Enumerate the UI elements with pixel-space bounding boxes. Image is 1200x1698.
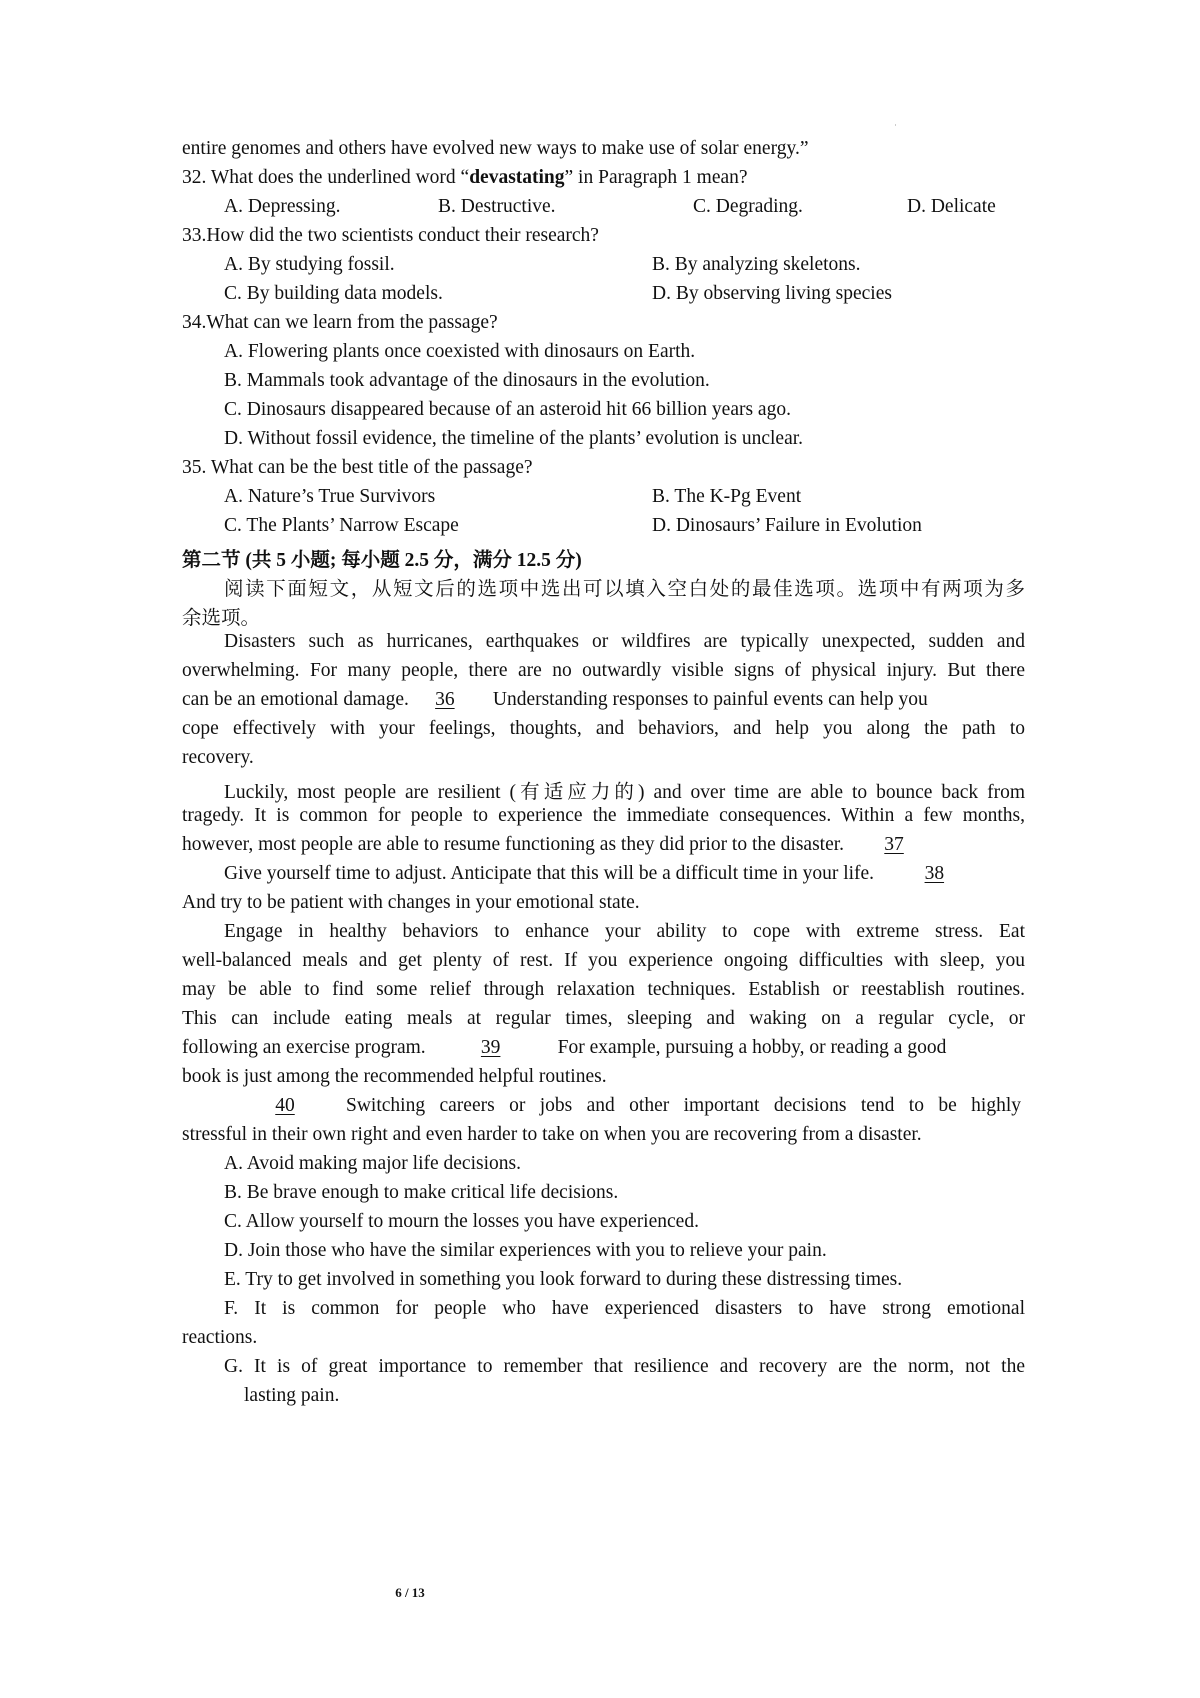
- question-32-option-a[interactable]: A. Depressing.: [224, 196, 341, 217]
- question-32-stem-pre: 32. What does the underlined word “: [182, 167, 470, 188]
- choice-f-cont: reactions.: [182, 1327, 258, 1348]
- question-34-option-c[interactable]: C. Dinosaurs disappeared because of an asteroid hit 66 billion years ago.: [224, 399, 791, 420]
- passage-p4-line: well-balanced meals and get plenty of rest. If you experience ongoing difficulties with sleep, you: [182, 950, 1025, 971]
- question-32-stem-post: ” in Paragraph 1 mean?: [564, 167, 748, 188]
- question-32-option-c[interactable]: C. Degrading.: [693, 196, 803, 217]
- choice-e[interactable]: E. Try to get involved in something you look forward to during these distressing times.: [224, 1269, 903, 1290]
- passage-p1-line: [182, 689, 928, 711]
- passage-text: Give yourself time to adjust. Anticipate that this will be a difficult time in your life.: [224, 863, 875, 884]
- question-35-option-a[interactable]: A. Nature’s True Survivors: [224, 486, 436, 507]
- passage-p1-line: cope effectively with your feelings, thoughts, and behaviors, and help you along the path to: [182, 718, 1025, 739]
- passage-p2-line: [182, 834, 944, 856]
- question-32-stem: [182, 167, 748, 189]
- passage-p4-line: This can include eating meals at regular times, sleeping and waking on a regular cycle, or: [182, 1008, 1025, 1029]
- passage-p4-line: Engage in healthy behaviors to enhance your ability to cope with extreme stress. Eat: [224, 921, 1025, 942]
- blank-36[interactable]: 36: [435, 689, 455, 710]
- passage-p5-line: [224, 1095, 1021, 1117]
- passage-p4-line: may be able to find some relief through relaxation techniques. Establish or reestablish routines.: [182, 979, 1025, 1000]
- blank-40[interactable]: 40: [275, 1095, 295, 1116]
- choice-f[interactable]: F. It is common for people who have experienced disasters to have strong emotional: [224, 1298, 1025, 1319]
- passage-text: following an exercise program.: [182, 1037, 426, 1058]
- question-34-option-a[interactable]: A. Flowering plants once coexisted with dinosaurs on Earth.: [224, 341, 696, 362]
- blank-39[interactable]: 39: [480, 1037, 501, 1058]
- passage-p5-line: stressful in their own right and even harder to take on when you are recovering from a disaster.: [182, 1124, 922, 1145]
- section-instruction-cont: 余选项。: [182, 608, 261, 629]
- choice-d[interactable]: D. Join those who have the similar experiences with you to relieve your pain.: [224, 1240, 827, 1261]
- question-35-option-b[interactable]: B. The K-Pg Event: [652, 486, 802, 507]
- choice-b[interactable]: B. Be brave enough to make critical life decisions.: [224, 1182, 619, 1203]
- question-33-option-c[interactable]: C. By building data models.: [224, 283, 443, 304]
- question-34-stem: 34.What can we learn from the passage?: [182, 312, 498, 333]
- question-35-option-d[interactable]: D. Dinosaurs’ Failure in Evolution: [652, 515, 922, 536]
- passage-p1-line: Disasters such as hurricanes, earthquakes or wildfires are typically unexpected, sudden and: [224, 631, 1025, 652]
- blank-38[interactable]: 38: [924, 863, 945, 884]
- passage-p4-line: book is just among the recommended helpful routines.: [182, 1066, 607, 1087]
- question-35-stem: 35. What can be the best title of the passage?: [182, 457, 533, 478]
- passage-p1-line: recovery.: [182, 747, 254, 768]
- question-33-option-b[interactable]: B. By analyzing skeletons.: [652, 254, 861, 275]
- question-33-option-d[interactable]: D. By observing living species: [652, 283, 892, 304]
- choice-a[interactable]: A. Avoid making major life decisions.: [224, 1153, 521, 1174]
- page-number: 6 / 13: [395, 1585, 425, 1600]
- section-heading: 第二节 (共 5 小题; 每小题 2.5 分，满分 12.5 分): [182, 550, 582, 571]
- choice-g-cont: lasting pain.: [244, 1385, 340, 1406]
- passage-p3-line: [224, 863, 944, 885]
- passage-text: Understanding responses to painful events can help you: [492, 689, 928, 710]
- question-32-option-d[interactable]: D. Delicate: [907, 196, 996, 217]
- question-32-option-b[interactable]: B. Destructive.: [438, 196, 556, 217]
- passage-end-line: entire genomes and others have evolved new ways to make use of solar energy.”: [182, 138, 809, 159]
- passage-p4-line: [182, 1037, 946, 1059]
- section-instruction: 阅读下面短文，从短文后的选项中选出可以填入空白处的最佳选项。选项中有两项为多: [224, 579, 1025, 600]
- question-33-stem: 33.How did the two scientists conduct their research?: [182, 225, 599, 246]
- question-33-option-a[interactable]: A. By studying fossil.: [224, 254, 395, 275]
- underlined-word: devastating: [469, 167, 565, 188]
- passage-p2-line: Luckily, most people are resilient (有适应力的) and over time are able to bounce back from: [224, 782, 1025, 803]
- passage-p1-line: overwhelming. For many people, there are no outwardly visible signs of physical injury. But there: [182, 660, 1025, 681]
- passage-text: can be an emotional damage.: [182, 689, 409, 710]
- passage-text: however, most people are able to resume functioning as they did prior to the disaster.: [182, 834, 845, 855]
- passage-p2-line: tragedy. It is common for people to experience the immediate consequences. Within a few months,: [182, 805, 1025, 826]
- question-35-option-c[interactable]: C. The Plants’ Narrow Escape: [224, 515, 459, 536]
- passage-text: For example, pursuing a hobby, or reading a good: [557, 1037, 947, 1058]
- question-34-option-b[interactable]: B. Mammals took advantage of the dinosaurs in the evolution.: [224, 370, 710, 391]
- question-34-option-d[interactable]: D. Without fossil evidence, the timeline of the plants’ evolution is unclear.: [224, 428, 804, 449]
- blank-37[interactable]: 37: [884, 834, 904, 855]
- passage-p3-line: And try to be patient with changes in your emotional state.: [182, 892, 640, 913]
- passage-text: Switching careers or jobs and other important decisions tend to be highly: [346, 1095, 1021, 1116]
- choice-g[interactable]: G. It is of great importance to remember that resilience and recovery are the norm, not the: [224, 1356, 1025, 1377]
- scan-mark: ˙: [893, 124, 898, 135]
- choice-c[interactable]: C. Allow yourself to mourn the losses you have experienced.: [224, 1211, 699, 1232]
